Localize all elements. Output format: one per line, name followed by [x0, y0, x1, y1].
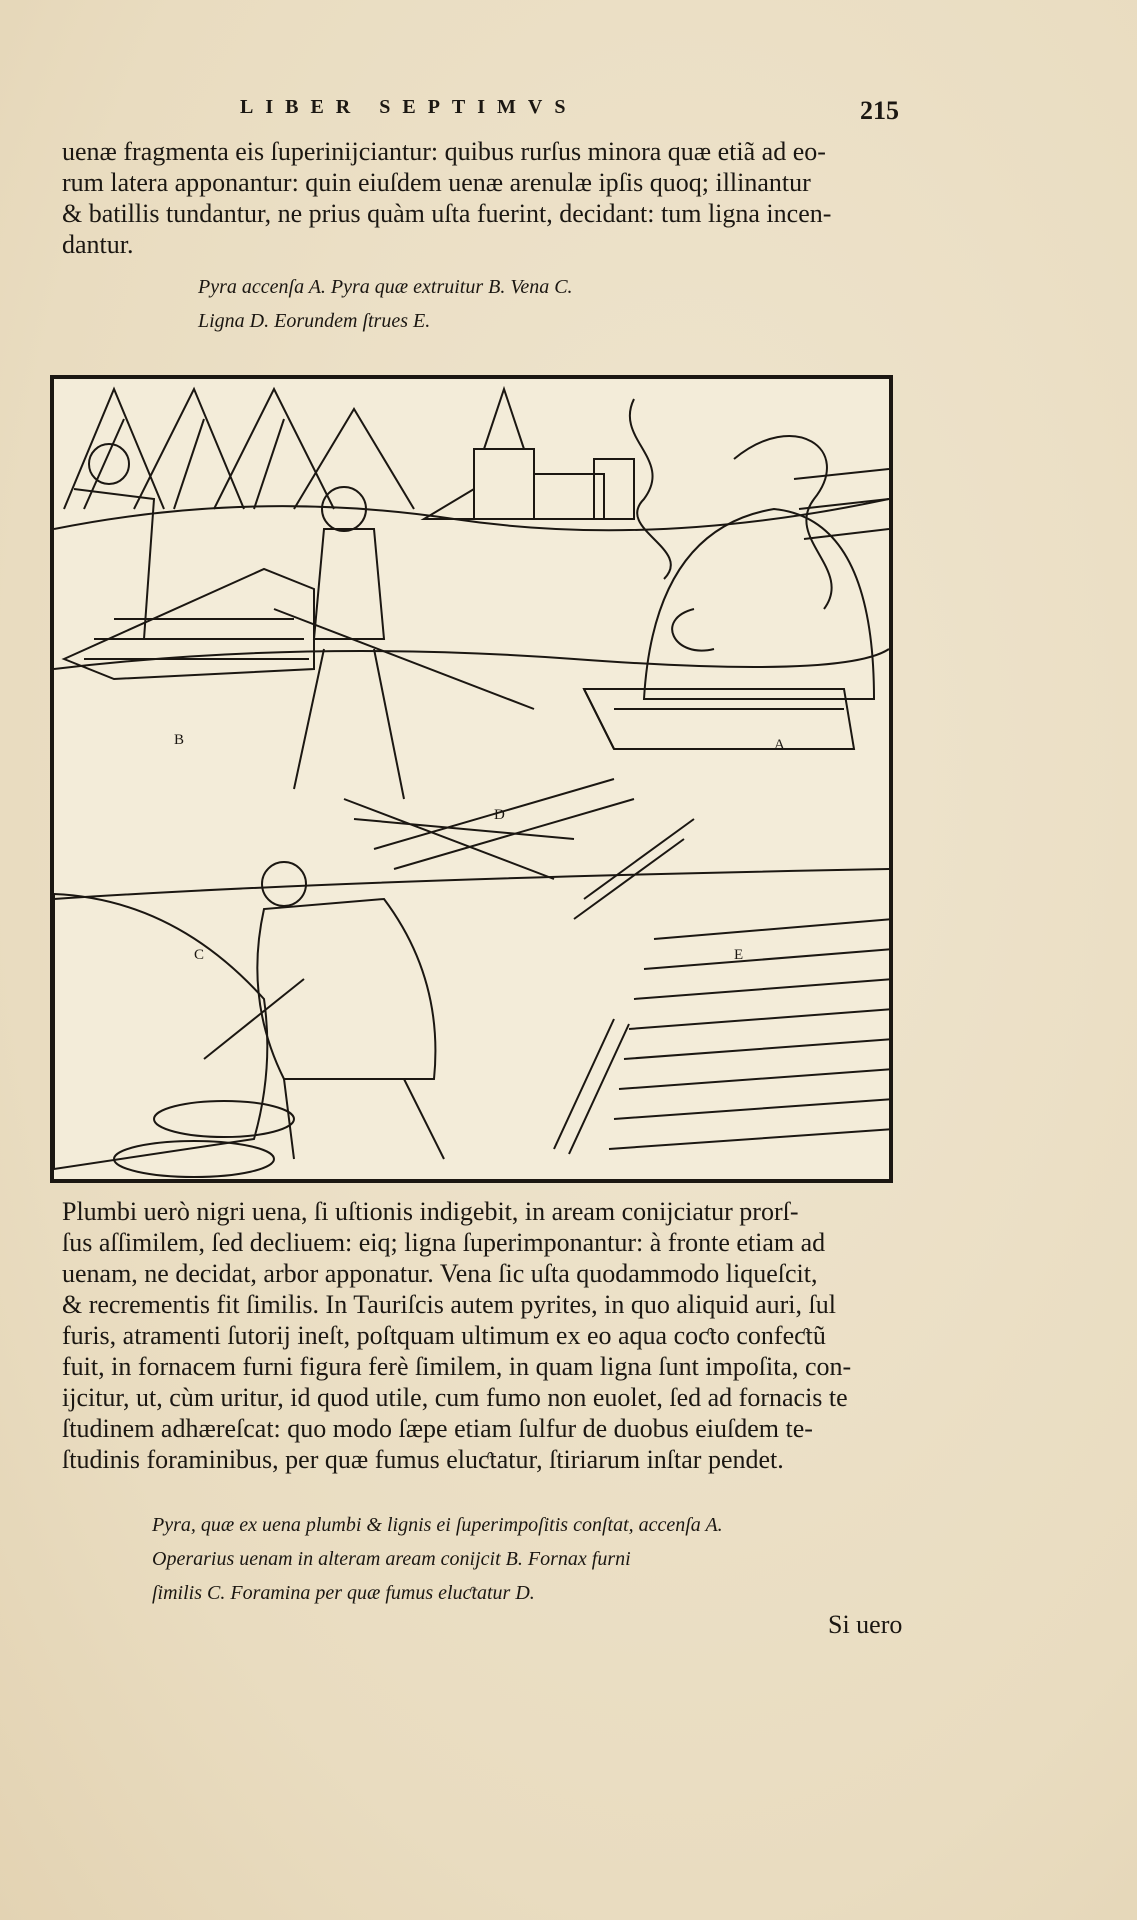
- text-line: fuit, in fornacem furni figura ferè ſimilem, in quam ligna ſunt impoſita, con-: [62, 1352, 852, 1381]
- figure-letter-b: B: [174, 732, 185, 748]
- figure-legend-bottom: [152, 1508, 723, 1610]
- text-line: furis, atramenti ſutorij ineſt, poſtquam ultimum ex eo aqua coƈto confeƈtũ: [62, 1321, 826, 1350]
- figure-letter-c: C: [194, 947, 205, 963]
- text-line: dantur.: [62, 230, 134, 259]
- text-line: ſtudinis foraminibus, per quæ fumus eluƈtatur, ſtiriarum inſtar pendet.: [62, 1445, 784, 1474]
- figure-letter-d: D: [494, 807, 505, 823]
- figure-letter-a: A: [774, 737, 785, 753]
- text-line: ijcitur, ut, cùm uritur, id quod utile, cum fumo non euolet, ſed ad fornacis te: [62, 1383, 848, 1412]
- figure-letter-e: E: [734, 947, 744, 963]
- paragraph-top: [62, 136, 922, 260]
- text-line: & batillis tundantur, ne prius quàm uſta fuerint, decidant: tum ligna incen-: [62, 199, 832, 228]
- page-number: 215: [860, 96, 899, 125]
- text-line: uenam, ne decidat, arbor apponatur. Vena ſic uſta quodammodo liqueſcit,: [62, 1259, 818, 1288]
- running-title: LIBER SEPTIMVS: [240, 96, 578, 118]
- figure-legend-top: [198, 270, 573, 338]
- woodcut-drawing: [54, 379, 889, 1179]
- legend-line: Ligna D. Eorundem ſtrues E.: [198, 310, 431, 332]
- legend-line: Pyra, quæ ex uena plumbi & lignis ei ſuperimpoſitis conſtat, accenſa A.: [152, 1514, 723, 1536]
- legend-line: ſimilis C. Foramina per quæ fumus eluƈtatur D.: [152, 1582, 535, 1604]
- woodcut-illustration: [50, 375, 893, 1183]
- text-line: & recrementis fit ſimilis. In Tauriſcis autem pyrites, in quo aliquid auri, ſul: [62, 1290, 836, 1319]
- catchword: Si uero: [828, 1610, 903, 1639]
- paragraph-main: [62, 1196, 922, 1475]
- text-line: Plumbi uerò nigri uena, ſi uſtionis indigebit, in aream conijciatur prorſ-: [62, 1197, 799, 1226]
- text-line: ſtudinem adhæreſcat: quo modo ſæpe etiam ſulfur de duobus eiuſdem te-: [62, 1414, 813, 1443]
- legend-line: Operarius uenam in alteram aream conijcit B. Fornax furni: [152, 1548, 631, 1570]
- legend-line: Pyra accenſa A. Pyra quæ extruitur B. Vena C.: [198, 276, 573, 298]
- text-line: uenæ fragmenta eis ſuperinijciantur: quibus rurſus minora quæ etiã ad eo-: [62, 137, 826, 166]
- text-line: ſus aſſimilem, ſed decliuem: eiq; ligna ſuperimponantur: à fronte etiam ad: [62, 1228, 826, 1257]
- text-line: rum latera apponantur: quin eiuſdem uenæ arenulæ ipſis quoq; illinantur: [62, 168, 811, 197]
